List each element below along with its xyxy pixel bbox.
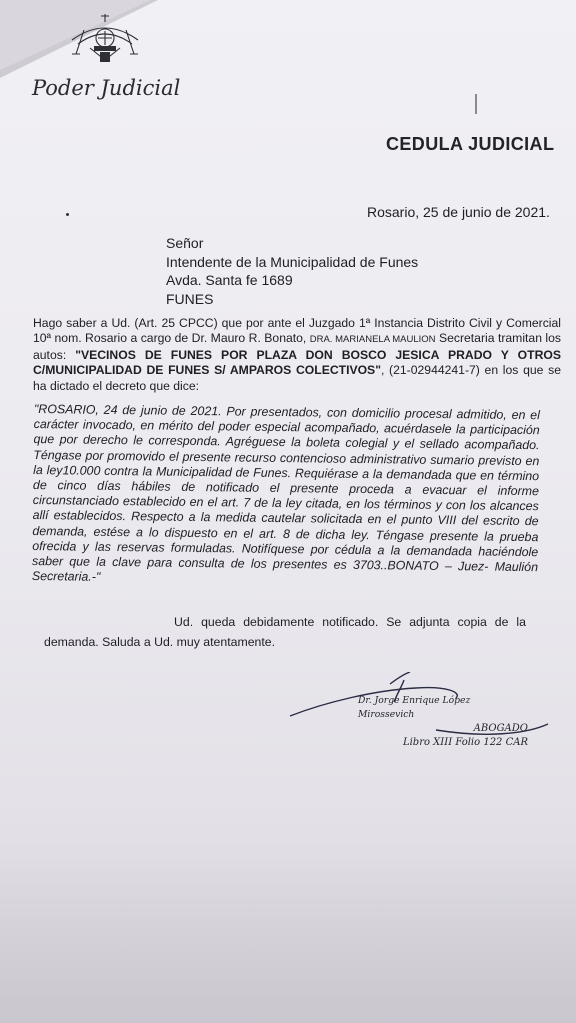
recipient-address xyxy=(166,234,418,308)
photo-shadow xyxy=(0,840,576,1023)
coat-of-arms-icon xyxy=(60,10,150,68)
notice-text-part2: Secretaria tramitan los autos: xyxy=(33,331,561,362)
secretary-name: DRA. MARIANELA MAULION xyxy=(309,334,436,346)
signature-stamp xyxy=(358,694,528,750)
signer-name: Dr. Jorge Enrique López Mirossevich xyxy=(358,695,471,720)
recipient-city: FUNES xyxy=(166,290,214,307)
recipient-salutation: Señor xyxy=(166,235,204,251)
decree-quote: "ROSARIO, 24 de junio de 2021. Por presentados, con domicilio procesal admitido, en el carácter invocado, en mérito del poder especial acompañado, acuérdasele la participación que por derecho le corresponda. Agréguese la boleta colegial y el sellado acompañado. Téngase por promovido el presente recurso contencioso administrativo sumario previsto en la ley10.000 contra la Municipalidad de Funes. Requiérase a la demandada que en término de cinco días hábiles de notificado el presente proceda a evacuar el informe circunstanciado establecido en el art. 7 de la ley citada, en los términos y con los alcances allí establecidos. Respecto a la medida cautelar solicitada en el punto VIII del escrito de demanda, estése a lo dispuesto en el art. 8 de dicha ley. Téngase presente la prueba ofrecida y las reservas formuladas. Notifíquese por cédula a la demandada haciéndole saber que la clave para consulta de los presentes es 3703..BONATO – Juez- Maulión Secretaria.-" xyxy=(31,402,540,585)
institution-logo-text: Poder Judicial xyxy=(32,76,181,100)
signer-registry: Libro XIII Folio 122 CAR xyxy=(402,737,528,748)
notice-paragraph xyxy=(33,316,561,394)
document-title: CEDULA JUDICIAL xyxy=(386,134,555,154)
case-title: "VECINOS DE FUNES POR PLAZA DON BOSCO JESICA PRADO Y OTROS C/MUNICIPALIDAD DE FUNES S/ AMPAROS COLECTIVOS" xyxy=(33,347,561,378)
document-date: Rosario, 25 de junio de 2021. xyxy=(367,204,550,220)
signer-role: ABOGADO xyxy=(473,723,528,734)
ink-mark xyxy=(474,94,478,116)
notice-text-part1: Hago saber a Ud. (Art. 25 CPCC) que por ante el Juzgado 1ª Instancia Distrito Civil y Comercial 10ª nom. Rosario a cargo de Dr. Mauro R. Bonato, xyxy=(33,316,561,346)
recipient-street: Avda. Santa fe 1689 xyxy=(166,272,293,288)
notice-text-part3: , (21-02944241-7) en los que se ha dictado el decreto que dice: xyxy=(33,363,561,393)
recipient-title: Intendente de la Municipalidad de Funes xyxy=(166,253,419,270)
closing-paragraph: Ud. queda debidamente notificado. Se adjunta copia de la demanda. Saluda a Ud. muy atentamente. xyxy=(44,615,526,649)
ink-dot xyxy=(66,213,69,216)
